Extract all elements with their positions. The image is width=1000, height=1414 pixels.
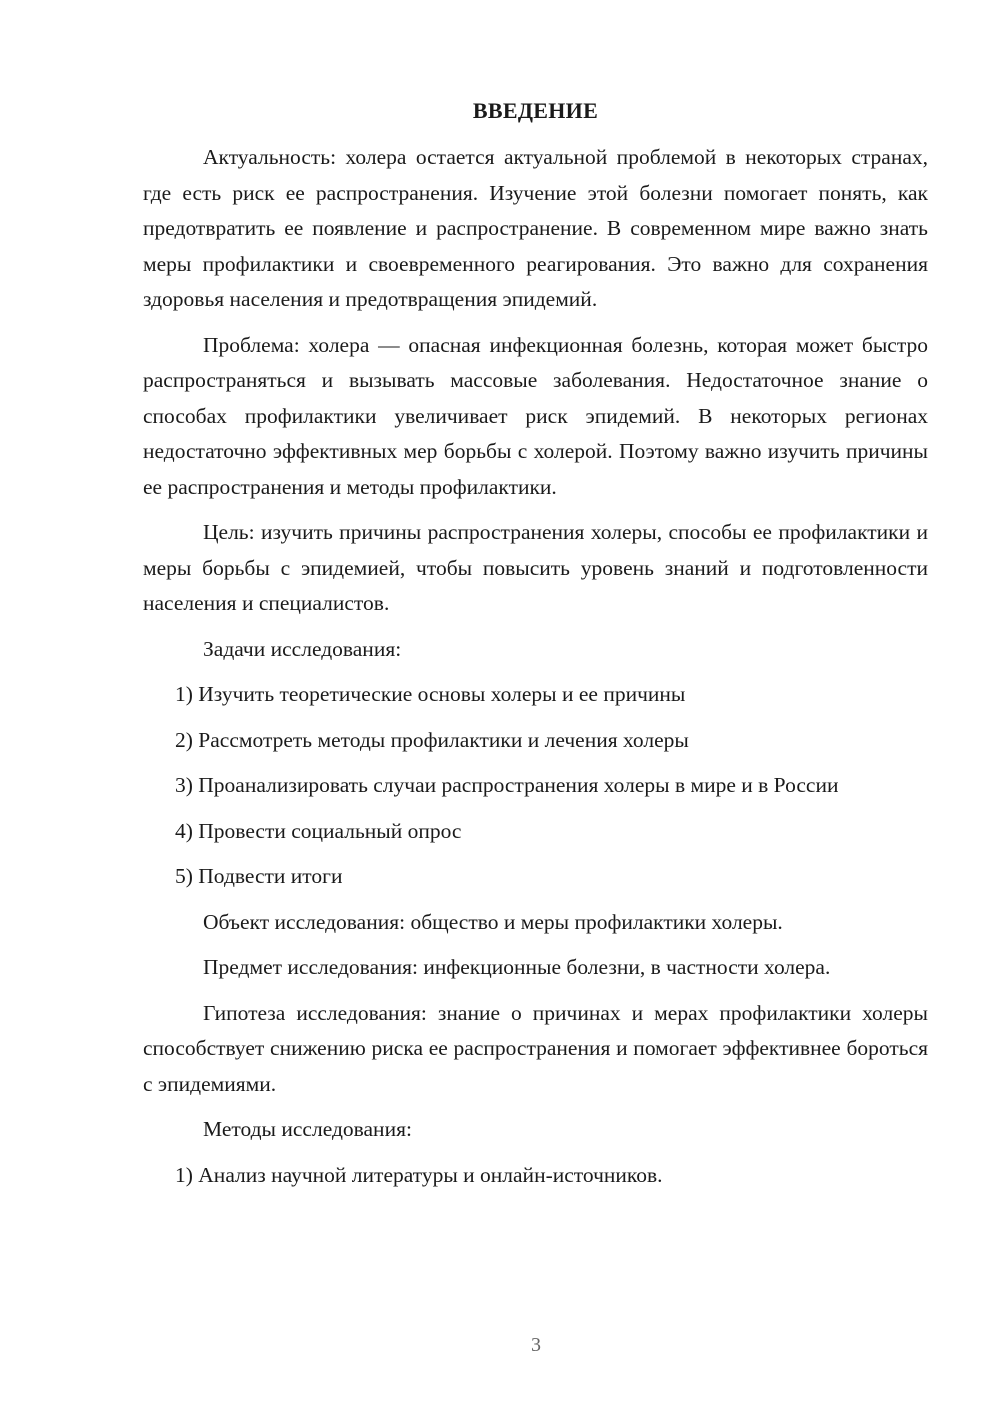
section-heading: ВВЕДЕНИЕ	[472, 98, 599, 123]
task-item-5: 5) Подвести итоги	[175, 864, 343, 888]
paragraph-goal: Цель: изучить причины распространения холеры, способы ее профилактики и меры борьбы с эпидемией, чтобы повысить уровень знаний и подготовленности населения и специалистов.	[143, 520, 928, 615]
document-page	[143, 96, 928, 1203]
paragraph-relevance: Актуальность: холера остается актуальной проблемой в некоторых странах, где есть риск ее распространения. Изучение этой болезни помогает понять, как предотвратить ее появление и распространение. В современном мире важно знать меры профилактики и своевременного реагирования. Это важно для сохранения здоровья населения и предотвращения эпидемий.	[143, 145, 928, 311]
paragraph-object: Объект исследования: общество и меры профилактики холеры.	[203, 909, 783, 934]
task-item-4: 4) Провести социальный опрос	[175, 818, 462, 843]
paragraph-hypothesis: Гипотеза исследования: знание о причинах и мерах профилактики холеры способствует снижению риска ее распространения и помогает эффективнее бороться с эпидемиями.	[143, 1000, 928, 1096]
task-item-2: 2) Рассмотреть методы профилактики и лечения холеры	[175, 727, 689, 752]
task-item-1: 1) Изучить теоретические основы холеры и ее причины	[175, 682, 686, 706]
page-number: 3	[531, 1334, 541, 1356]
paragraph-problem: Проблема: холера — опасная инфекционная болезнь, которая может быстро распространяться и вызывать массовые заболевания. Недостаточное знание о способах профилактики увеличивает риск эпидемий. В некоторых регионах недостаточно эффективных мер борьбы с холерой. Поэтому важно изучить причины ее распространения и методы профилактики.	[143, 332, 928, 499]
task-item-3: 3) Проанализировать случаи распространения холеры в мире и в России	[175, 773, 839, 797]
tasks-title: Задачи исследования:	[203, 636, 402, 661]
paragraph-subject: Предмет исследования: инфекционные болезни, в частности холера.	[203, 955, 831, 979]
methods-title: Методы исследования:	[203, 1117, 412, 1141]
method-item-1: 1) Анализ научной литературы и онлайн-источников.	[175, 1162, 663, 1187]
